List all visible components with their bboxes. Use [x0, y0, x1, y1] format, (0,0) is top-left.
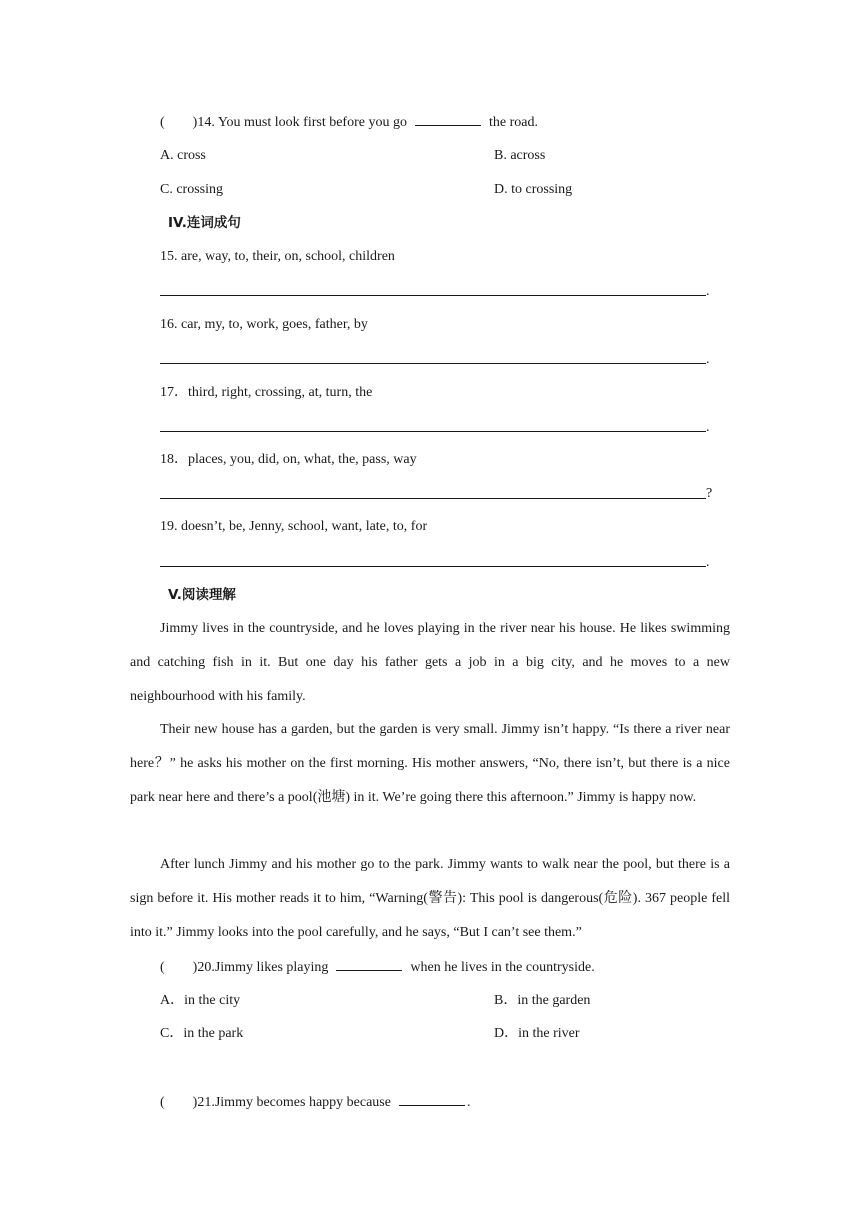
- option-c: C．in the park: [160, 1026, 244, 1041]
- answer-paren-close: ): [192, 960, 198, 975]
- reading-paragraph-3: [130, 848, 730, 950]
- answer-end-mark-15: .: [706, 284, 710, 299]
- answer-end-mark-19: .: [706, 555, 710, 570]
- question-14-stem: [160, 113, 538, 132]
- question-20-text-after: when he lives in the countryside.: [410, 960, 595, 975]
- answer-line-15: [160, 295, 706, 296]
- paragraph-text: Their new house has a garden, but the garden is very small. Jimmy isn’t happy. “Is there a river near here？” he asks his mother on the first morning. His mother answers, “No, there isn’t, but there is a nice park near here and there’s a pool(池塘) in it. We’re going there this afternoon.” Jimmy is happy now.: [130, 722, 730, 805]
- section-4-heading: IV.连词成句: [168, 215, 241, 231]
- reading-paragraph-2: [130, 713, 730, 815]
- fill-blank: [415, 113, 481, 126]
- answer-paren-open: (: [160, 115, 165, 130]
- fill-blank: [336, 958, 402, 971]
- answer-line-17: [160, 431, 706, 432]
- paragraph-text: After lunch Jimmy and his mother go to the park. Jimmy wants to walk near the pool, but there is a sign before it. His mother reads it to him, “Warning(警告): This pool is dangerous(危险). 367 people fell into it.” Jimmy looks into the pool carefully, and he says, “But I can’t see them.”: [130, 857, 730, 940]
- fill-blank: [399, 1093, 465, 1106]
- question-20-text-before: 20.Jimmy likes playing: [197, 960, 329, 975]
- option-d: D．in the river: [494, 1026, 580, 1041]
- answer-end-mark-16: .: [706, 352, 710, 367]
- paragraph-text: Jimmy lives in the countryside, and he loves playing in the river near his house. He likes swimming and catching fish in it. But one day his father gets a job in a big city, and he moves to a new neighbourhood with his family.: [130, 621, 730, 704]
- question-14-text-before: 14. You must look first before you go: [197, 115, 407, 130]
- answer-paren-close: ): [192, 115, 198, 130]
- option-b: B. across: [494, 148, 546, 163]
- question-20-stem: [160, 958, 595, 977]
- question-21-stem: [160, 1093, 470, 1112]
- question-18-prompt: 18．places, you, did, on, what, the, pass, way: [160, 452, 417, 467]
- question-17-prompt: 17．third, right, crossing, at, turn, the: [160, 385, 373, 400]
- reading-paragraph-1: [130, 612, 730, 714]
- question-16-prompt: 16. car, my, to, work, goes, father, by: [160, 317, 368, 332]
- answer-line-18: [160, 498, 706, 499]
- answer-paren-open: (: [160, 1095, 165, 1110]
- answer-paren-close: ): [192, 1095, 198, 1110]
- question-19-prompt: 19. doesn’t, be, Jenny, school, want, late, to, for: [160, 519, 428, 534]
- answer-line-19: [160, 566, 706, 567]
- option-b: B．in the garden: [494, 993, 591, 1008]
- answer-line-16: [160, 363, 706, 364]
- option-c: C. crossing: [160, 182, 223, 197]
- option-a: A. cross: [160, 148, 206, 163]
- answer-paren-open: (: [160, 960, 165, 975]
- question-14-text-after: the road.: [488, 115, 538, 130]
- question-15-prompt: 15. are, way, to, their, on, school, children: [160, 249, 395, 264]
- answer-end-mark-17: .: [706, 420, 710, 435]
- section-5-heading: V.阅读理解: [168, 587, 236, 603]
- question-21-text-before: 21.Jimmy becomes happy because: [197, 1095, 391, 1110]
- answer-end-mark-18: ?: [706, 486, 713, 501]
- option-a: A．in the city: [160, 993, 241, 1008]
- option-d: D. to crossing: [494, 182, 573, 197]
- question-21-text-after: .: [466, 1095, 471, 1110]
